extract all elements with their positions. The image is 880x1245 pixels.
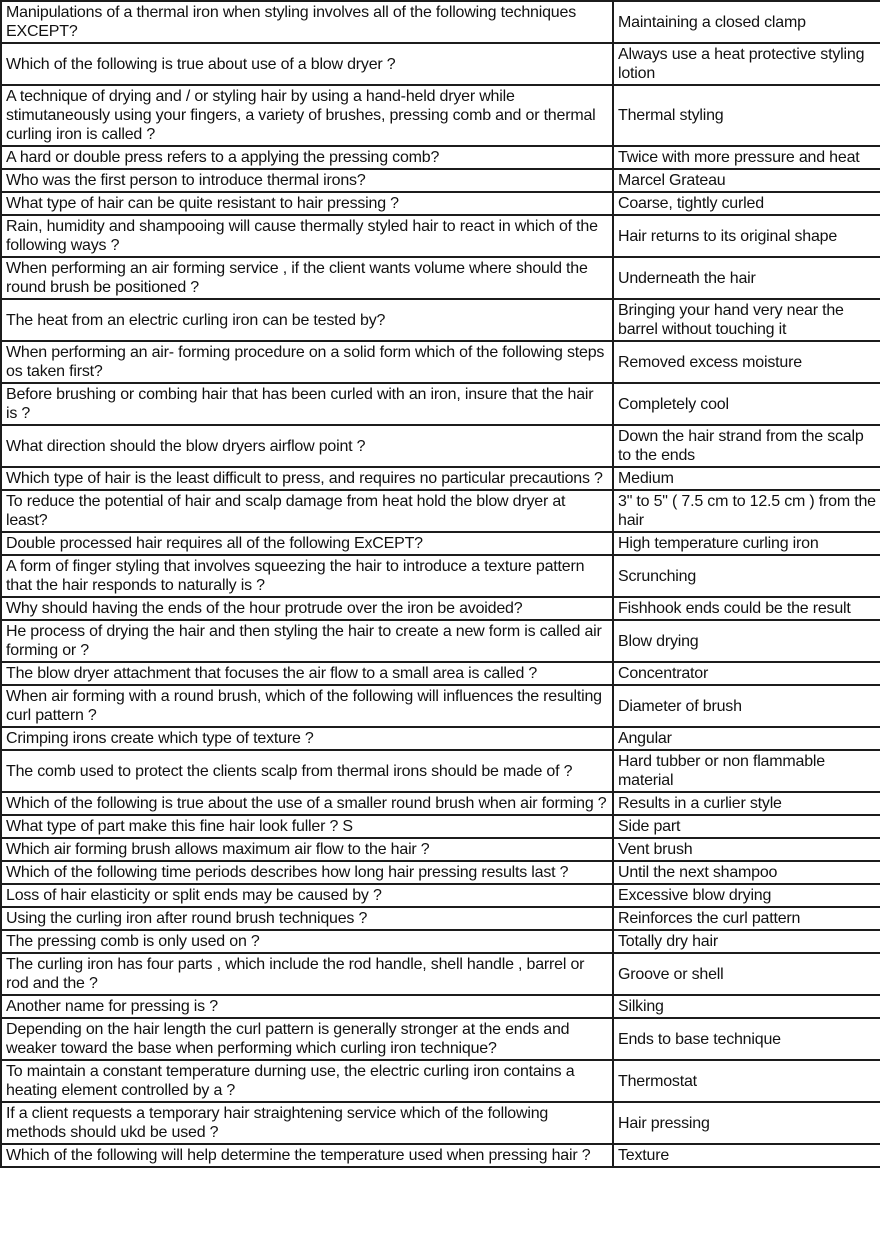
table-row (1, 953, 880, 995)
answer-cell: Hard tubber or non flammable material (613, 750, 880, 792)
answer-cell: Scrunching (613, 555, 880, 597)
answer-cell: Hair returns to its original shape (613, 215, 880, 257)
question-cell: Before brushing or combing hair that has been curled with an iron, insure that the hair is ? (1, 383, 613, 425)
question-cell: Which of the following will help determine the temperature used when pressing hair ? (1, 1144, 613, 1167)
question-cell: Crimping irons create which type of texture ? (1, 727, 613, 750)
question-cell: Loss of hair elasticity or split ends may be caused by ? (1, 884, 613, 907)
answer-cell: Vent brush (613, 838, 880, 861)
table-row (1, 85, 880, 146)
table-row (1, 1060, 880, 1102)
table-row (1, 146, 880, 169)
question-cell: Why should having the ends of the hour protrude over the iron be avoided? (1, 597, 613, 620)
question-cell: Manipulations of a thermal iron when styling involves all of the following techniques EXCEPT? (1, 1, 613, 43)
table-row (1, 930, 880, 953)
question-cell: Who was the first person to introduce thermal irons? (1, 169, 613, 192)
answer-cell: Maintaining a closed clamp (613, 1, 880, 43)
question-cell: The pressing comb is only used on ? (1, 930, 613, 953)
answer-cell: Reinforces the curl pattern (613, 907, 880, 930)
answer-cell: Silking (613, 995, 880, 1018)
question-cell: A technique of drying and / or styling hair by using a hand-held dryer while stimutaneously using your fingers, a variety of brushes, pressing comb and or thermal curling iron is called ? (1, 85, 613, 146)
answer-cell: Underneath the hair (613, 257, 880, 299)
question-cell: What type of hair can be quite resistant to hair pressing ? (1, 192, 613, 215)
answer-cell: Concentrator (613, 662, 880, 685)
table-row (1, 685, 880, 727)
table-row (1, 907, 880, 930)
answer-cell: Down the hair strand from the scalp to the ends (613, 425, 880, 467)
question-cell: Another name for pressing is ? (1, 995, 613, 1018)
answer-cell: Hair pressing (613, 1102, 880, 1144)
table-row (1, 467, 880, 490)
table-row (1, 815, 880, 838)
question-cell: A hard or double press refers to a applying the pressing comb? (1, 146, 613, 169)
table-row (1, 490, 880, 532)
question-cell: To reduce the potential of hair and scalp damage from heat hold the blow dryer at least? (1, 490, 613, 532)
table-row (1, 838, 880, 861)
table-row (1, 750, 880, 792)
answer-cell: Twice with more pressure and heat (613, 146, 880, 169)
answer-cell: Fishhook ends could be the result (613, 597, 880, 620)
answer-cell: Removed excess moisture (613, 341, 880, 383)
table-row (1, 861, 880, 884)
table-row (1, 425, 880, 467)
table-row (1, 995, 880, 1018)
table-row (1, 192, 880, 215)
question-cell: Which air forming brush allows maximum air flow to the hair ? (1, 838, 613, 861)
answer-cell: Marcel Grateau (613, 169, 880, 192)
table-row (1, 555, 880, 597)
question-cell: The heat from an electric curling iron can be tested by? (1, 299, 613, 341)
answer-cell: Angular (613, 727, 880, 750)
table-row (1, 341, 880, 383)
table-row (1, 620, 880, 662)
answer-cell: Medium (613, 467, 880, 490)
answer-cell: Diameter of brush (613, 685, 880, 727)
table-row (1, 215, 880, 257)
table-row (1, 792, 880, 815)
answer-cell: Totally dry hair (613, 930, 880, 953)
table-row (1, 299, 880, 341)
question-cell: Which of the following is true about use of a blow dryer ? (1, 43, 613, 85)
answer-cell: Texture (613, 1144, 880, 1167)
table-row (1, 257, 880, 299)
answer-cell: Thermostat (613, 1060, 880, 1102)
table-row (1, 1102, 880, 1144)
question-cell: Which of the following is true about the use of a smaller round brush when air forming ? (1, 792, 613, 815)
answer-cell: High temperature curling iron (613, 532, 880, 555)
table-row (1, 1144, 880, 1167)
answer-cell: Until the next shampoo (613, 861, 880, 884)
table-row (1, 727, 880, 750)
answer-cell: Side part (613, 815, 880, 838)
question-cell: He process of drying the hair and then styling the hair to create a new form is called air forming or ? (1, 620, 613, 662)
question-cell: When performing an air- forming procedure on a solid form which of the following steps os taken first? (1, 341, 613, 383)
qa-table-body (1, 1, 880, 1167)
table-row (1, 597, 880, 620)
question-cell: The curling iron has four parts , which include the rod handle, shell handle , barrel or rod and the ? (1, 953, 613, 995)
table-row (1, 884, 880, 907)
answer-cell: Bringing your hand very near the barrel without touching it (613, 299, 880, 341)
table-row (1, 43, 880, 85)
question-cell: What type of part make this fine hair look fuller ? S (1, 815, 613, 838)
question-cell: When performing an air forming service , if the client wants volume where should the round brush be positioned ? (1, 257, 613, 299)
answer-cell: Always use a heat protective styling lotion (613, 43, 880, 85)
question-cell: When air forming with a round brush, which of the following will influences the resulting curl pattern ? (1, 685, 613, 727)
question-cell: Rain, humidity and shampooing will cause thermally styled hair to react in which of the following ways ? (1, 215, 613, 257)
answer-cell: Groove or shell (613, 953, 880, 995)
question-cell: Which type of hair is the least difficult to press, and requires no particular precautions ? (1, 467, 613, 490)
table-row (1, 169, 880, 192)
question-cell: The comb used to protect the clients scalp from thermal irons should be made of ? (1, 750, 613, 792)
answer-cell: Ends to base technique (613, 1018, 880, 1060)
question-cell: The blow dryer attachment that focuses the air flow to a small area is called ? (1, 662, 613, 685)
answer-cell: Blow drying (613, 620, 880, 662)
table-row (1, 1018, 880, 1060)
question-cell: Which of the following time periods describes how long hair pressing results last ? (1, 861, 613, 884)
answer-cell: Completely cool (613, 383, 880, 425)
question-cell: If a client requests a temporary hair straightening service which of the following methods should ukd be used ? (1, 1102, 613, 1144)
table-row (1, 532, 880, 555)
answer-cell: 3" to 5" ( 7.5 cm to 12.5 cm ) from the hair (613, 490, 880, 532)
answer-cell: Thermal styling (613, 85, 880, 146)
answer-cell: Coarse, tightly curled (613, 192, 880, 215)
answer-cell: Results in a curlier style (613, 792, 880, 815)
question-cell: Depending on the hair length the curl pattern is generally stronger at the ends and weaker toward the base when performing which curling iron technique? (1, 1018, 613, 1060)
table-row (1, 383, 880, 425)
question-cell: To maintain a constant temperature durning use, the electric curling iron contains a heating element controlled by a ? (1, 1060, 613, 1102)
question-cell: Double processed hair requires all of the following ExCEPT? (1, 532, 613, 555)
table-row (1, 662, 880, 685)
answer-cell: Excessive blow drying (613, 884, 880, 907)
question-cell: What direction should the blow dryers airflow point ? (1, 425, 613, 467)
question-cell: Using the curling iron after round brush techniques ? (1, 907, 613, 930)
table-row (1, 1, 880, 43)
question-cell: A form of finger styling that involves squeezing the hair to introduce a texture pattern that the hair responds to naturally is ? (1, 555, 613, 597)
